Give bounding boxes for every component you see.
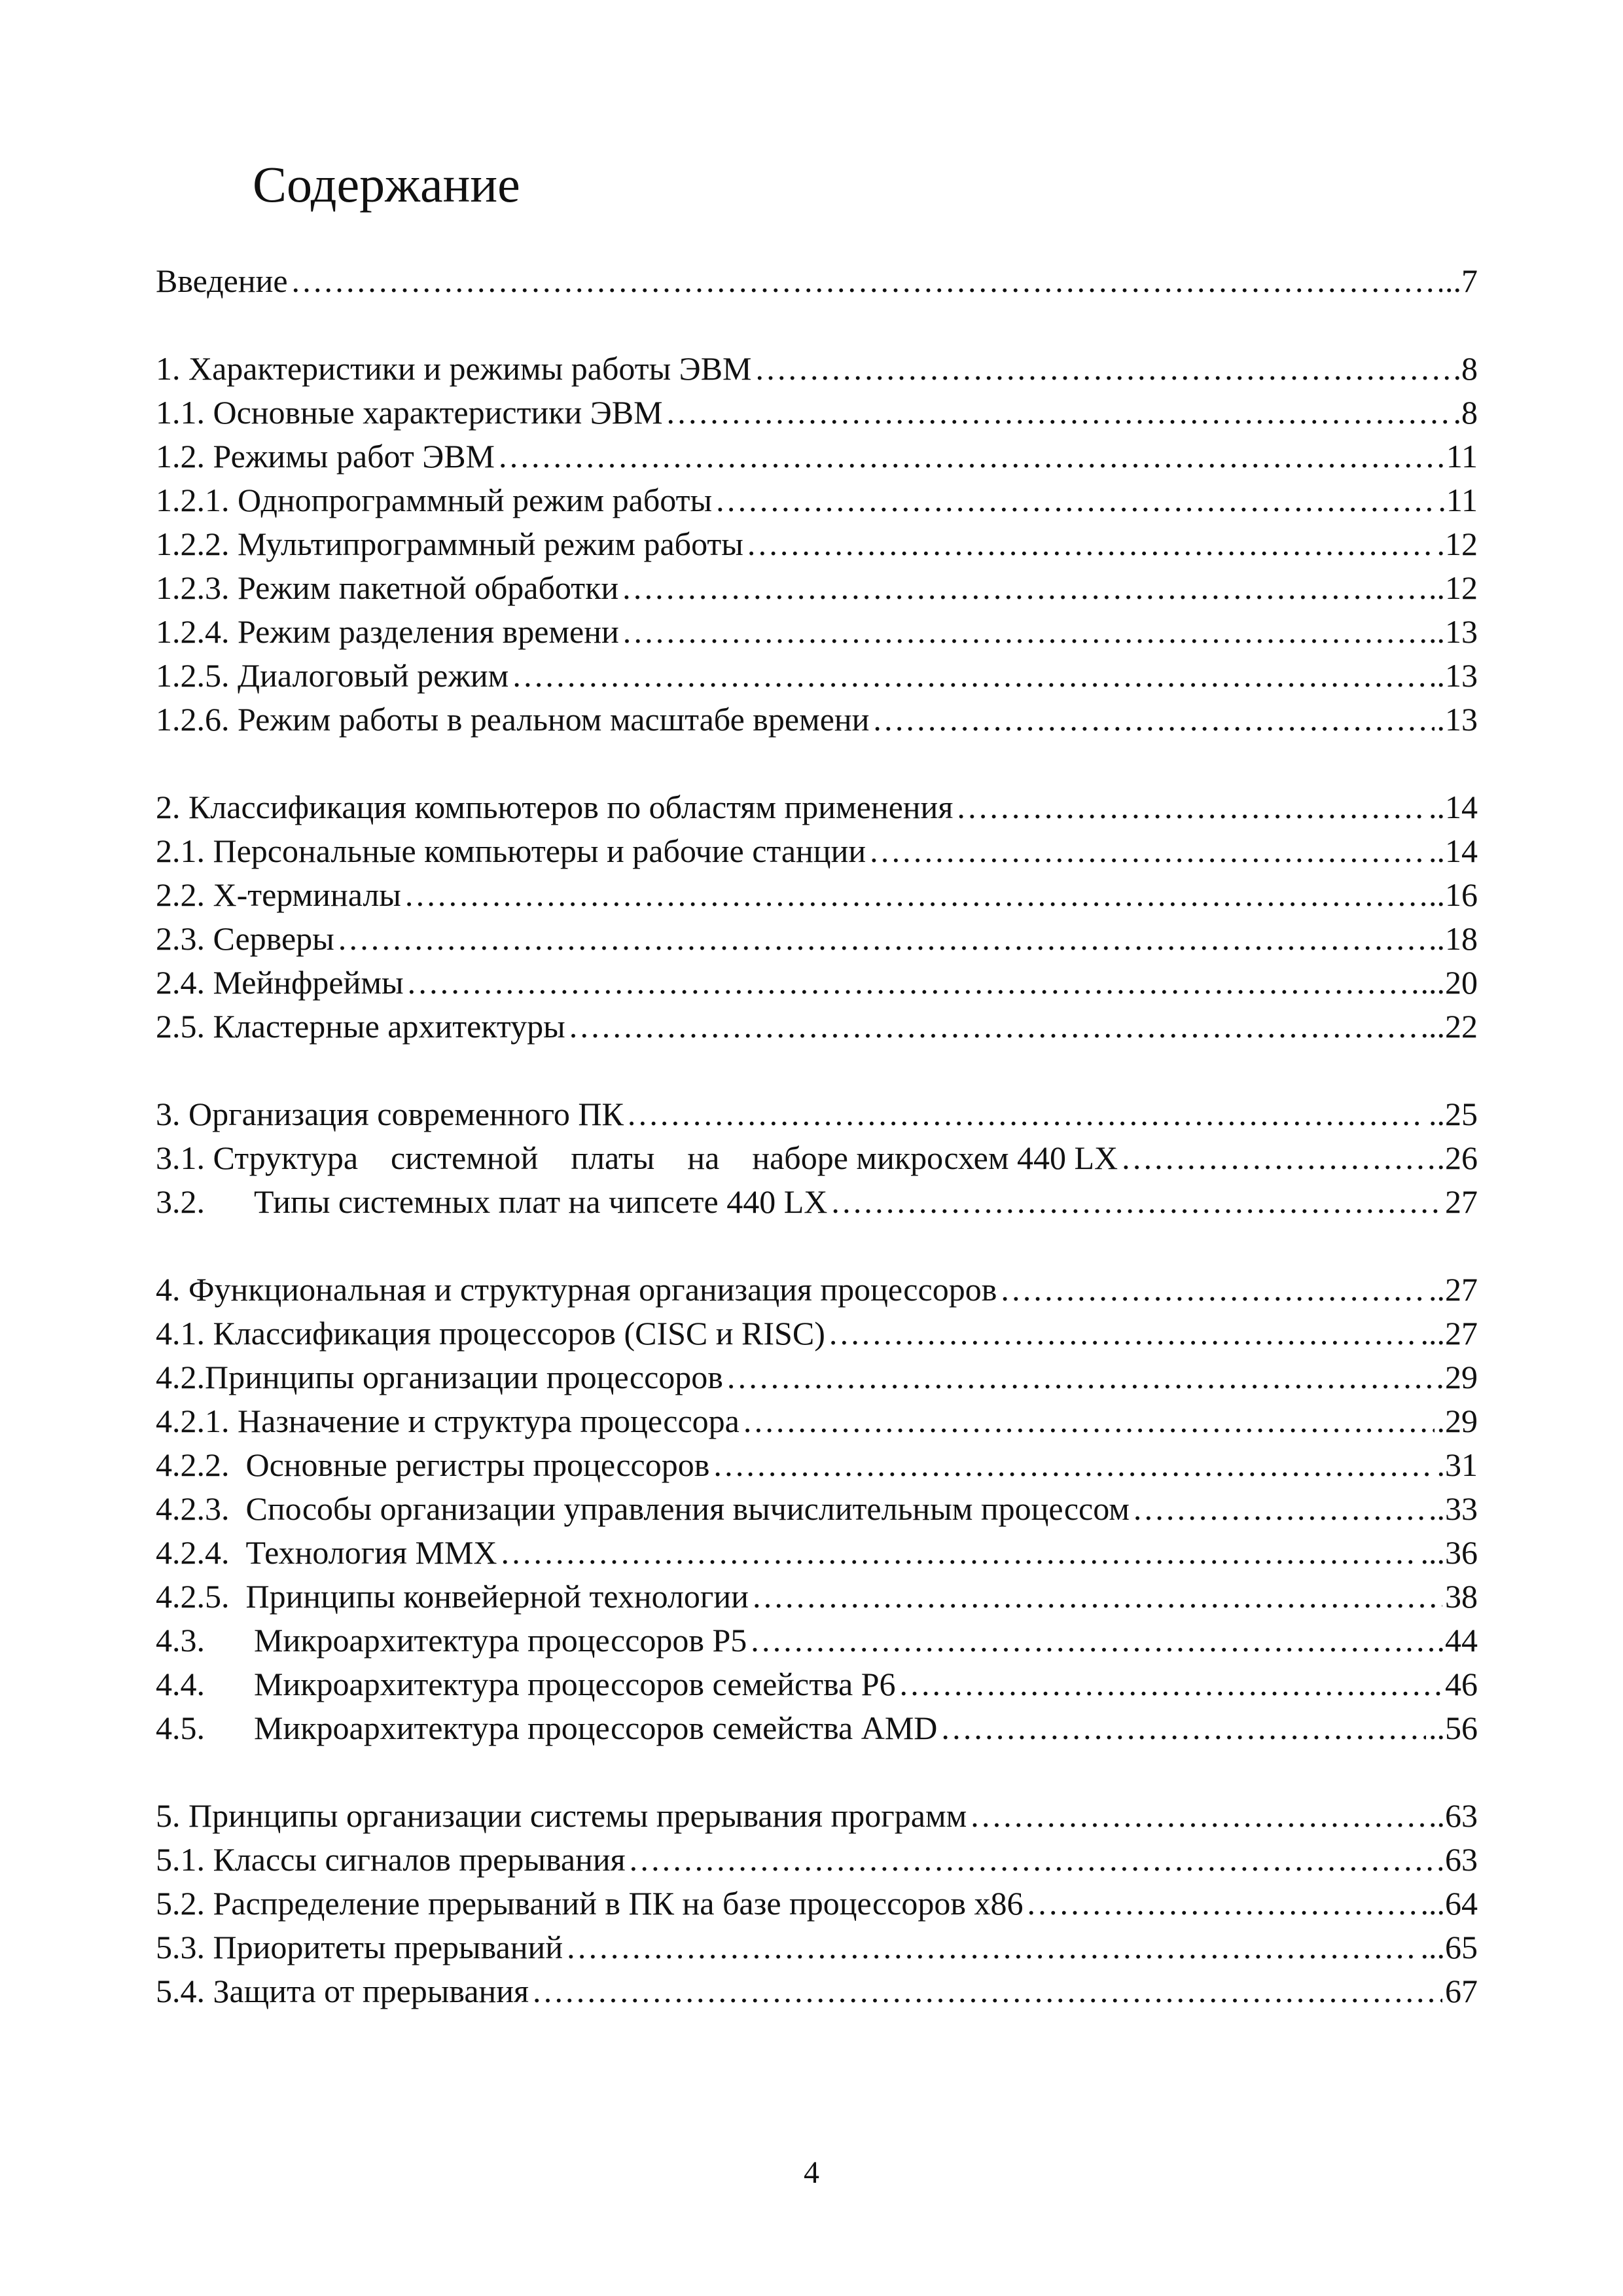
toc-leader-dots <box>500 1533 1418 1572</box>
toc-entry-page: ...65 <box>1420 1929 1478 1965</box>
toc-entry-page: .13 <box>1436 657 1478 694</box>
toc-leader-dots <box>715 480 1435 520</box>
toc-leader-dots <box>497 437 1444 476</box>
toc-leader-dots <box>1120 1138 1401 1177</box>
toc-entry <box>156 257 1478 300</box>
toc-leader-dots <box>969 1796 1426 1835</box>
toc-entry <box>156 1572 1478 1616</box>
toc-entry-label: 5.3. Приоритеты прерываний <box>156 1929 563 1965</box>
toc-entry-page: ..33 <box>1429 1490 1478 1527</box>
toc-entry <box>156 1441 1478 1484</box>
toc-entry-page: .11 <box>1438 482 1478 518</box>
toc-entry-label: 3.1. Структура системной платы на наборе микросхем 440 LX <box>156 1139 1118 1176</box>
toc-leader-dots <box>337 919 1426 958</box>
toc-leader-dots <box>621 568 1426 607</box>
toc-entry-page: ..18 <box>1429 920 1478 957</box>
toc-entry-page: ..13 <box>1429 613 1478 650</box>
toc-entry <box>156 1177 1478 1221</box>
toc-entry-page: ..7 <box>1445 262 1478 299</box>
toc-leader-dots <box>999 1270 1426 1309</box>
toc-entry <box>156 1835 1478 1879</box>
toc-entry <box>156 1528 1478 1572</box>
toc-leader-dots <box>940 1708 1426 1748</box>
toc-leader-dots <box>749 1621 1434 1660</box>
toc-leader-dots <box>830 1182 1442 1221</box>
toc-entry-label: 4. Функциональная и структурная организация процессоров <box>156 1271 997 1308</box>
toc-leader-dots <box>828 1314 1418 1353</box>
toc-entry-label: 4.3. Микроархитектура процессоров Р5 <box>156 1622 747 1659</box>
toc-entry <box>156 344 1478 388</box>
toc-entry-label: 3. Организация современного ПК <box>156 1096 624 1132</box>
toc-entry <box>156 1791 1478 1835</box>
toc-entry-label: 2.4. Мейнфреймы <box>156 964 404 1001</box>
toc-entry <box>156 1353 1478 1397</box>
toc-entry-page: ...22 <box>1420 1008 1478 1045</box>
toc-entry-page: .31 <box>1436 1446 1478 1483</box>
toc-entry <box>156 1879 1478 1923</box>
toc-entry <box>156 783 1478 827</box>
toc-leader-dots <box>622 612 1426 651</box>
toc-leader-dots <box>726 1357 1442 1397</box>
toc-entry-page: ..14 <box>1429 789 1478 825</box>
toc-entry-label: 2.1. Персональные компьютеры и рабочие станции <box>156 833 866 869</box>
toc-leader-dots <box>712 1445 1434 1484</box>
toc-entry <box>156 1265 1478 1309</box>
toc-entry <box>156 1090 1478 1134</box>
toc-title: Содержание <box>253 156 520 213</box>
toc-entry <box>156 1002 1478 1046</box>
toc-entry-page: 67 <box>1445 1973 1478 2009</box>
toc-entry <box>156 564 1478 607</box>
toc-entry-label: 4.2.3. Способы организации управления вычислительным процессом <box>156 1490 1130 1527</box>
toc-entry-label: 1.2.3. Режим пакетной обработки <box>156 569 619 606</box>
toc-entry-label: 4.2.2. Основные регистры процессоров <box>156 1446 710 1483</box>
toc-entry <box>156 958 1478 1002</box>
toc-leader-dots <box>565 1928 1418 1967</box>
toc-entry-label: 5.2. Распределение прерываний в ПК на базе процессоров x86 <box>156 1885 1024 1922</box>
toc-entry <box>156 1484 1478 1528</box>
toc-entry <box>156 1397 1478 1441</box>
toc-entry-page: 29 <box>1445 1359 1478 1395</box>
toc-entry-page: 38 <box>1445 1578 1478 1615</box>
toc-entry-label: 3.2. Типы системных плат на чипсете 440 LX <box>156 1183 828 1220</box>
toc-entry-page: ….26 <box>1404 1139 1478 1176</box>
toc-entry-page: ..56 <box>1429 1710 1478 1746</box>
toc-entry-page: .13 <box>1436 701 1478 738</box>
toc-entry-page: ..14 <box>1429 833 1478 869</box>
toc-entry-page: ..63 <box>1429 1797 1478 1834</box>
toc-entry <box>156 1660 1478 1704</box>
toc-entry-page: .8 <box>1453 394 1478 431</box>
toc-entry <box>156 1616 1478 1660</box>
toc-entry-page: ..16 <box>1429 876 1478 913</box>
toc-entry <box>156 607 1478 651</box>
toc-entry-page: ...36 <box>1420 1534 1478 1571</box>
toc-leader-dots <box>872 700 1434 739</box>
toc-leader-dots <box>404 875 1426 914</box>
toc-leader-dots <box>511 656 1434 695</box>
toc-entry-label: 2. Классификация компьютеров по областям применения <box>156 789 954 825</box>
toc-entry-label: 4.2.Принципы организации процессоров <box>156 1359 723 1395</box>
toc-entry <box>156 651 1478 695</box>
toc-entry-label: 4.5. Микроархитектура процессоров семейства AMD <box>156 1710 938 1746</box>
toc-entry <box>156 432 1478 476</box>
toc-entry-label: 4.4. Микроархитектура процессоров семейства Р6 <box>156 1666 896 1702</box>
toc-leader-dots <box>666 393 1451 432</box>
toc-entry-label: Введение <box>156 262 288 299</box>
toc-entry-page: .8 <box>1453 350 1478 387</box>
toc-entry <box>156 1704 1478 1748</box>
toc-entry-page: ...27 <box>1420 1315 1478 1352</box>
toc-leader-dots <box>899 1664 1442 1704</box>
toc-entry-page: ...64 <box>1420 1885 1478 1922</box>
toc-entry-label: 4.2.1. Назначение и структура процессора <box>156 1403 740 1439</box>
toc-leader-dots <box>746 524 1435 564</box>
toc-entry-page: ..25 <box>1429 1096 1478 1132</box>
toc-entry <box>156 388 1478 432</box>
toc-leader-dots <box>531 1971 1442 2011</box>
toc-entry-page: .44 <box>1436 1622 1478 1659</box>
toc-entry <box>156 695 1478 739</box>
toc-entry-label: 1.2.2. Мультипрограммный режим работы <box>156 526 743 562</box>
toc-entry-page: ..27 <box>1429 1271 1478 1308</box>
toc-entry <box>156 1134 1478 1177</box>
toc-leader-dots <box>751 1577 1442 1616</box>
toc-entry-label: 2.2. Х-терминалы <box>156 876 401 913</box>
toc-entry-label: 4.1. Классификация процессоров (CISC и RISC) <box>156 1315 825 1352</box>
toc-entry-page: 27 <box>1445 1183 1478 1220</box>
toc-entry-label: 1.2.4. Режим разделения времени <box>156 613 619 650</box>
toc-entry-label: 2.3. Серверы <box>156 920 334 957</box>
toc-entry-label: 1.2.6. Режим работы в реальном масштабе времени <box>156 701 870 738</box>
page-number: 4 <box>804 2155 819 2190</box>
toc-entry <box>156 827 1478 870</box>
toc-list <box>156 257 1478 2011</box>
toc-entry-label: 1.2. Режимы работ ЭВМ <box>156 438 495 475</box>
toc-entry <box>156 476 1478 520</box>
toc-entry <box>156 1309 1478 1353</box>
toc-leader-dots <box>1026 1884 1418 1923</box>
toc-leader-dots <box>1132 1489 1426 1528</box>
toc-entry <box>156 1923 1478 1967</box>
toc-entry-label: 1. Характеристики и режимы работы ЭВМ <box>156 350 752 387</box>
toc-leader-dots <box>291 261 1442 300</box>
toc-entry <box>156 520 1478 564</box>
toc-entry-page: .29 <box>1436 1403 1478 1439</box>
toc-entry-page: .12 <box>1436 526 1478 562</box>
toc-entry-label: 4.2.5. Принципы конвейерной технологии <box>156 1578 749 1615</box>
toc-leader-dots <box>406 963 1418 1002</box>
toc-entry <box>156 870 1478 914</box>
toc-leader-dots <box>742 1401 1435 1441</box>
toc-entry-label: 1.2.5. Диалоговый режим <box>156 657 509 694</box>
toc-entry-page: 63 <box>1445 1841 1478 1878</box>
toc-entry-label: 2.5. Кластерные архитектуры <box>156 1008 565 1045</box>
toc-entry-label: 1.2.1. Однопрограммный режим работы <box>156 482 713 518</box>
toc-leader-dots <box>568 1007 1418 1046</box>
toc-entry-label: 5.1. Классы сигналов прерывания <box>156 1841 626 1878</box>
toc-leader-dots <box>628 1840 1442 1879</box>
toc-leader-dots <box>955 787 1426 827</box>
toc-entry-label: 4.2.4. Технология ММХ <box>156 1534 497 1571</box>
toc-entry-label: 5. Принципы организации системы прерывания программ <box>156 1797 967 1834</box>
toc-leader-dots <box>868 831 1426 870</box>
toc-leader-dots <box>755 349 1451 388</box>
toc-entry-label: 1.1. Основные характеристики ЭВМ <box>156 394 663 431</box>
toc-entry-page: ...20 <box>1420 964 1478 1001</box>
toc-entry-page: 46 <box>1445 1666 1478 1702</box>
toc-entry <box>156 1967 1478 2011</box>
toc-entry <box>156 914 1478 958</box>
toc-leader-dots <box>626 1094 1426 1134</box>
toc-entry-page: ..12 <box>1429 569 1478 606</box>
toc-entry-label: 5.4. Защита от прерывания <box>156 1973 529 2009</box>
toc-entry-page: 11 <box>1446 438 1478 475</box>
